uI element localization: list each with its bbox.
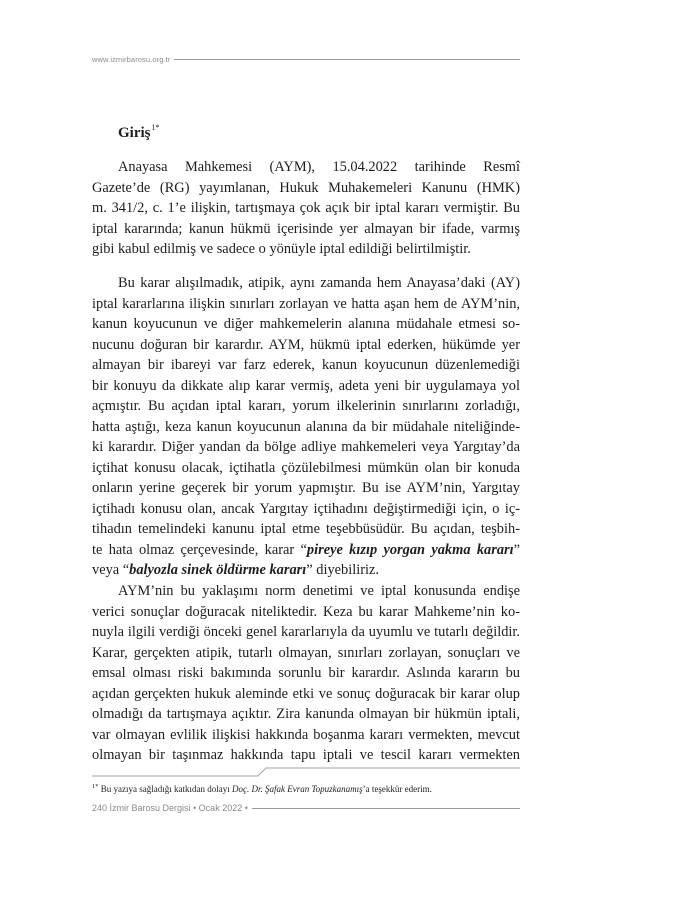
footnote-separator [92,765,520,777]
footer-text: 240 İzmir Barosu Dergisi • Ocak 2022 • [92,803,248,813]
paragraph-1 [92,157,520,260]
text-line: hatta aştığı, keza kanun koyucunun alanına da bir müdahale niteliğinde- [92,418,520,435]
text-line: AYM’nin bu yaklaşımı norm denetimi ve iptal konusunda endişe [118,583,520,599]
text-fragment: veya “ [92,562,130,578]
text-fragment: ” [513,541,520,558]
text-line: içtihadı konusu olan, ancak Yargıtay içtihadını değiştirmediği için, o iç- [92,500,520,517]
footnote-name: Doç. Dr. Şafak Evran Topuzkanamış [231,784,363,794]
text-line: Bu karar alışılmadık, atipik, aynı zamanda hem Anayasa’daki (AY) [118,275,520,291]
text-line: açmıştır. Bu açıdan iptal kararı, yorum ilkelerinin sınırlarını zorladığı, [92,398,520,414]
text-line: m. 341/2, c. 1’e ilişkin, tartışmaya çok açık bir iptal kararı vermiştir. Bu [92,200,520,216]
footnote-text: Bu yazıya sağladığı katkıdan dolayı [100,784,232,794]
text-line: açıdan gerçekten hukuk aleminde etki ve sonuç doğuracak bir karar olup [92,685,520,702]
text-line: kanun koyucunun ve diğer mahkemelerin alanına müdahale etmesi so- [92,316,520,332]
emphasized-phrase: pireye kızıp yorgan yakma kararı [306,541,514,558]
text-line: içtihat konusu olacak, içtihatla çözülebilmesi mümkün olan bir konuda [92,459,520,476]
text-line: iptal kararında; kanun hükmü içerisinde yer almayan bir ifade, varmış [92,220,520,237]
footnote-mark: 1* [92,783,99,790]
text-line: Gazete’de (RG) yayımlanan, Hukuk Muhakemeleri Kanunu (HMK) [92,179,520,196]
text-line: iptal kararlarına ilişkin sınırları zorlayan ve hatta aşan hem de AYM’nin, [92,295,520,312]
text-line: nuyla ilgili verdiği önceki genel kararlarıyla da uyumlu ve tutarlı değildir. [92,624,520,640]
section-title: Giriş [118,125,151,141]
section-heading [118,118,160,143]
text-line: bir konuyu da dikkate alıp karar vermiş, adeta yeni bir uygulamaya yol [92,377,520,394]
heading-footnote-mark: 1* [151,123,160,132]
footer-rule [252,808,520,809]
text-line: Karar, gerçekten atipik, tutarlı olmayan, sınırları zorlayan, sonuçları ve [92,644,520,661]
text-line: Anayasa Mahkemesi (AYM), 15.04.2022 tarihinde Resmî [118,159,520,175]
footnote [92,780,520,796]
text-line: var olmayan evlilik ilişkisi hakkında boşanma kararı vermekten, mevcut [92,726,520,743]
paragraph-2 [92,273,520,581]
text-line: olmadığı da tartışmaya açıktır. Zira kanunda olmayan bir hükmün iptali, [92,706,520,722]
text-fragment: ” diyebiliriz. [306,562,379,578]
paragraph-3 [92,581,520,766]
text-line: nucunu doğuran bir karardır. AYM, hükmü iptal ederken, hükümde yer [92,336,520,353]
text-line: gibi kabul edilmiş ve sadece o yönüyle iptal edildiği belirtilmiştir. [92,241,471,257]
header-url: www.izmirbarosu.org.tr [92,54,171,64]
header-rule [174,59,520,60]
text-line: olmayan bir taşınmaz hakkında tapu iptali ve tescil kararı vermekten [92,747,520,763]
text-line: onların yerine geçerek bir yorum yapmıştır. Bu ise AYM’nin, Yargıtay [92,480,520,496]
text-fragment: te hata olmaz çerçevesinde, karar “ [92,541,307,558]
text-line: verici sonuçlar doğuracak niteliktedir. Keza bu karar Mahkeme’nin ko- [92,603,520,620]
footnote-text: ’a teşekkür ederim. [362,784,432,794]
text-line: emsal olması riski bakımında sorunlu bir karardır. Aslında kararın bu [92,665,520,681]
text-line: ki karardır. Diğer yandan da bölge adliye mahkemeleri veya Yargıtay’da [92,439,520,455]
emphasized-phrase: balyozla sinek öldürme kararı [129,562,307,578]
text-line: almayan bir ibareyi var farz ederek, kanun koyucunun düzenlemediği [92,357,520,373]
running-header [92,53,520,65]
text-line [92,540,520,561]
text-line [92,560,520,581]
running-footer [92,801,520,815]
text-line: tihadın temelindeki kanunu iptal etme teşebbüsüdür. Bu açıdan, teşbih- [92,521,520,537]
